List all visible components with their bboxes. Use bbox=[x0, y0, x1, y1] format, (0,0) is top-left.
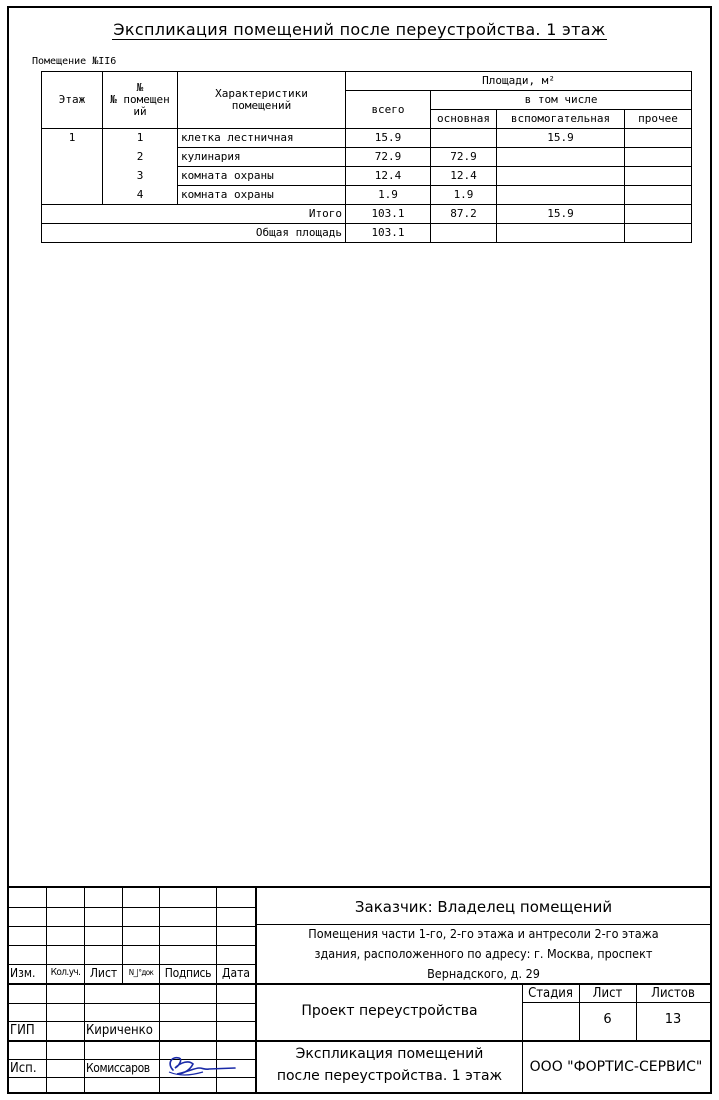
cell-main: 72.9 bbox=[431, 148, 497, 167]
col-date: Дата bbox=[222, 966, 250, 980]
stamp-line bbox=[257, 924, 710, 925]
object-line-2: здания, расположенного по адресу: г. Москва, проспект bbox=[314, 946, 653, 961]
general-empty-2 bbox=[497, 224, 625, 243]
table-row bbox=[42, 167, 692, 186]
table-row bbox=[42, 129, 692, 148]
stamp-line bbox=[9, 983, 710, 985]
sheet-label: Лист bbox=[592, 986, 623, 1001]
object-line-1: Помещения части 1-го, 2-го этажа и антресоли 2-го этажа bbox=[308, 926, 659, 941]
header-areas: Площади, м² bbox=[346, 72, 692, 91]
cell-floor bbox=[42, 167, 103, 186]
cell-total: 72.9 bbox=[346, 148, 431, 167]
itogo-label: Итого bbox=[42, 205, 346, 224]
header-including: в том числе bbox=[431, 91, 692, 110]
stamp-line bbox=[9, 945, 255, 946]
stamp-line bbox=[9, 907, 255, 908]
cell-main: 12.4 bbox=[431, 167, 497, 186]
table-row bbox=[42, 186, 692, 205]
cell-main bbox=[431, 129, 497, 148]
project-type: Проект переустройства bbox=[301, 1003, 478, 1019]
col-koluch: Кол.уч. bbox=[50, 967, 81, 978]
explication-table bbox=[41, 71, 692, 243]
cell-total: 12.4 bbox=[346, 167, 431, 186]
cell-name: клетка лестничная bbox=[178, 129, 346, 148]
cell-main: 1.9 bbox=[431, 186, 497, 205]
stamp-line bbox=[255, 888, 257, 1094]
cell-aux bbox=[497, 167, 625, 186]
cell-other bbox=[625, 186, 692, 205]
header-total: всего bbox=[346, 91, 431, 129]
header-room-no-l2: № помещен bbox=[110, 93, 170, 106]
cell-total: 15.9 bbox=[346, 129, 431, 148]
doc-title-line-2: после переустройства. 1 этаж bbox=[276, 1068, 503, 1084]
stamp-line bbox=[9, 1040, 710, 1042]
cell-no: 2 bbox=[103, 148, 178, 167]
gip-name: Кириченко bbox=[86, 1023, 153, 1038]
cell-aux bbox=[497, 148, 625, 167]
itogo-other bbox=[625, 205, 692, 224]
general-area-total: 103.1 bbox=[346, 224, 431, 243]
cell-name: комната охраны bbox=[178, 186, 346, 205]
isp-name: Комиссаров bbox=[86, 1061, 150, 1075]
cell-name: кулинария bbox=[178, 148, 346, 167]
company-name: ООО "ФОРТИС-СЕРВИС" bbox=[529, 1059, 703, 1075]
cell-other bbox=[625, 129, 692, 148]
general-empty-3 bbox=[625, 224, 692, 243]
stamp-line bbox=[522, 1002, 710, 1003]
cell-aux bbox=[497, 186, 625, 205]
header-char-l2: помещений bbox=[231, 99, 292, 112]
page-title bbox=[0, 20, 719, 39]
cell-floor bbox=[42, 186, 103, 205]
stamp-line bbox=[9, 964, 255, 965]
itogo-row bbox=[42, 205, 692, 224]
col-ndoc: N_|°док bbox=[128, 968, 154, 977]
title-block-stamp bbox=[9, 886, 710, 1094]
general-area-row bbox=[42, 224, 692, 243]
sheets-value: 13 bbox=[664, 1012, 682, 1027]
header-characteristics bbox=[178, 72, 346, 129]
col-sign: Подпись bbox=[164, 966, 212, 980]
cell-no: 4 bbox=[103, 186, 178, 205]
header-other: прочее bbox=[625, 110, 692, 129]
cell-floor bbox=[42, 148, 103, 167]
cell-name: комната охраны bbox=[178, 167, 346, 186]
stamp-line bbox=[9, 1021, 255, 1022]
stage-label: Стадия bbox=[528, 986, 573, 1001]
signature-graphic bbox=[159, 1052, 237, 1082]
header-auxiliary: вспомогательная bbox=[497, 110, 625, 129]
title-text: Экспликация помещений после переустройства. 1 этаж bbox=[113, 20, 606, 39]
cell-other bbox=[625, 148, 692, 167]
itogo-total: 103.1 bbox=[346, 205, 431, 224]
room-label: Помещение №II6 bbox=[32, 56, 117, 67]
table-row bbox=[42, 148, 692, 167]
cell-aux: 15.9 bbox=[497, 129, 625, 148]
cell-no: 3 bbox=[103, 167, 178, 186]
header-char-l1: Характеристики bbox=[215, 87, 308, 100]
isp-role: Исп. bbox=[10, 1061, 37, 1076]
stamp-line bbox=[9, 1003, 255, 1004]
col-izm: Изм. bbox=[10, 966, 36, 980]
cell-other bbox=[625, 167, 692, 186]
doc-title-line-1: Экспликация помещений bbox=[295, 1046, 484, 1062]
header-room-no-l3: ий bbox=[133, 105, 147, 118]
itogo-aux: 15.9 bbox=[497, 205, 625, 224]
stamp-line bbox=[46, 888, 47, 1094]
general-empty-1 bbox=[431, 224, 497, 243]
gip-role: ГИП bbox=[10, 1023, 35, 1038]
object-line-3: Вернадского, д. 29 bbox=[427, 966, 540, 981]
col-list: Лист bbox=[89, 966, 118, 980]
customer-text: Заказчик: Владелец помещений bbox=[354, 898, 613, 916]
itogo-main: 87.2 bbox=[431, 205, 497, 224]
header-room-no-l1: № bbox=[136, 81, 144, 94]
cell-total: 1.9 bbox=[346, 186, 431, 205]
header-main: основная bbox=[431, 110, 497, 129]
cell-floor: 1 bbox=[42, 129, 103, 148]
stamp-line bbox=[9, 926, 255, 927]
sheets-label: Листов bbox=[651, 986, 695, 1001]
cell-no: 1 bbox=[103, 129, 178, 148]
sheet-value: 6 bbox=[603, 1012, 612, 1027]
header-floor: Этаж bbox=[42, 72, 103, 129]
header-room-no bbox=[103, 72, 178, 129]
general-area-label: Общая площадь bbox=[42, 224, 346, 243]
